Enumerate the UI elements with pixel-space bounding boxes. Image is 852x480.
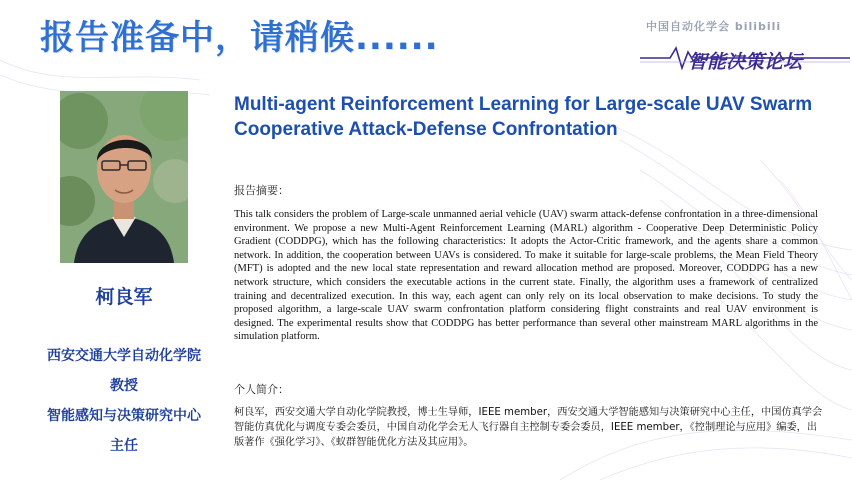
brand-top-text: 中国自动化学会 bilibili xyxy=(646,20,782,33)
bio-label: 个人简介： xyxy=(234,383,289,396)
speaker-photo xyxy=(60,91,188,263)
speaker-name: 柯良军 xyxy=(95,286,153,308)
talk-title: Multi-agent Reinforcement Learning for Large-scale UAV Swarm Cooperative Attack-Defense Confrontation xyxy=(234,94,813,140)
affiliation-line: 教授 xyxy=(110,378,138,394)
bio-text: 柯良军，西安交通大学自动化学院教授，博士生导师，IEEE member，西安交通大学智能感知与决策研究中心主任，中国仿真学会智能仿真优化与调度专委会委员，中国自动化学会无人飞行器自主控制专委会委员，IEEE member，《控制理论与应用》编委，出版著作《强化学习》、《蚁群智能优化方法及其应用》。 xyxy=(234,407,823,448)
brand-forum-title: 智能决策论坛 xyxy=(688,51,803,73)
abstract-text: This talk considers the problem of Large-scale unmanned aerial vehicle (UAV) swarm attack-defense confrontation in a three-dimensional environment. We propose a new Multi-Agent Reinforcement Learning (MARL) algorithm - Cooperative Deep Deterministic Policy Gradient (CODDPG), which has the following characteristics: It adopts the Actor-Critic framework, and the agents share a common network. In addition, the cooperation between UAVs is considered. To make it suitable for large-scale problems, the Mean Field Theory (MFT) is adopted and the new local state representation and reward allocation method are proposed. Moreover, CODDPG has a new network structure, which considers the executable actions in the current state. Finally, the algorithm uses a framework of centralized training and decentralized execution. In this way, each agent can only rely on its local observation to make decisions. To study the proposed algorithm, a large-scale UAV swarm confrontation platform considering flight constraints and real UAV environment is designed. The experimental results show that CODDPG has better performance than several other mainstream MARL algorithms in the simulation platform. xyxy=(234,209,818,343)
affiliation-line: 主任 xyxy=(110,438,138,454)
abstract-label: 报告摘要： xyxy=(234,184,289,197)
affiliation-line: 智能感知与决策研究中心 xyxy=(47,408,201,424)
banner-title: 报告准备中，请稍候...... xyxy=(40,18,439,58)
affiliation-line: 西安交通大学自动化学院 xyxy=(47,348,201,364)
